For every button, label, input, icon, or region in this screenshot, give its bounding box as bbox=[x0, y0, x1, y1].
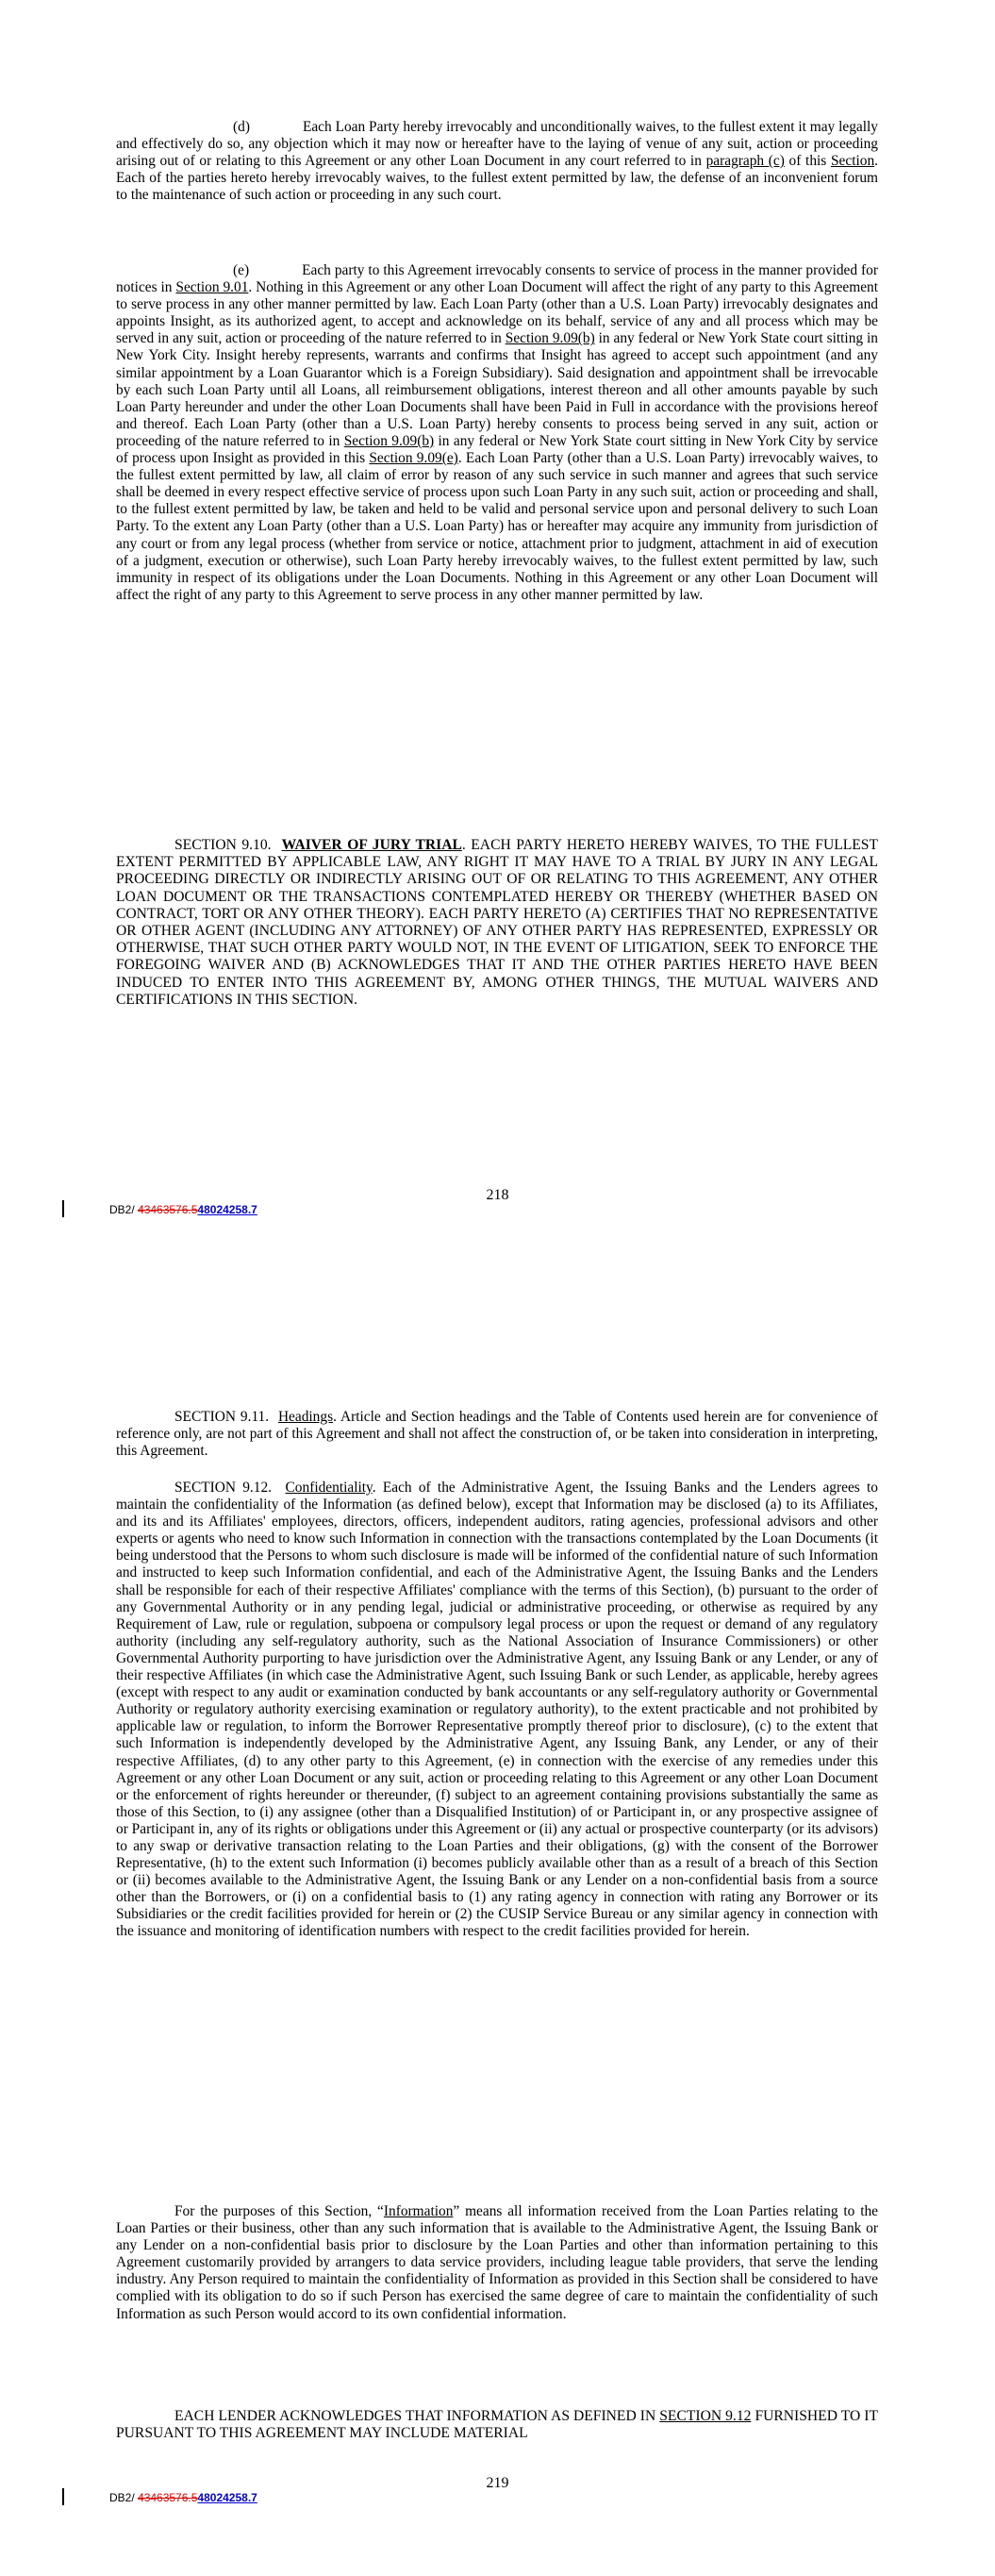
revision-bar bbox=[62, 1200, 64, 1217]
section-number: SECTION 9.11. bbox=[174, 1409, 270, 1425]
deleted-doc-ref: 43463576.5 bbox=[138, 2491, 198, 2504]
cross-reference-link: Section 9.01 bbox=[175, 279, 249, 296]
cross-reference-link: Section bbox=[830, 153, 875, 170]
cross-reference-link: SECTION 9.12 bbox=[659, 2408, 752, 2424]
document-footer: DB2/ 43463576.548024258.7 bbox=[109, 2491, 257, 2504]
paragraph-label: (d) bbox=[233, 119, 250, 135]
document-footer: DB2/ 43463576.548024258.7 bbox=[109, 1203, 257, 1216]
paragraph-label: (e) bbox=[233, 262, 250, 278]
section-heading: Headings bbox=[277, 1409, 334, 1425]
deleted-doc-ref: 43463576.5 bbox=[138, 1203, 198, 1216]
paragraph-information-definition: For the purposes of this Section, “Information” means all information received from the Loan Parties relating to the Loan Parties or their business, other than any such information that is available to the Administrative Agent, the Issuing Bank or any Lender on a non-confidential basis prior to disclosure by the Loan Parties and other than information pertaining to this Agreement customarily provided by arrangers to data service providers, including league table providers, that serve the lending industry. Any Person required to maintain the confidentiality of Information as provided in this Section shall be considered to have complied with its obligation to do so if such Person has exercised the same degree of care to maintain the confidentiality of such Information as such Person would accord to its own confidential information. bbox=[116, 2203, 878, 2322]
revision-bar bbox=[62, 2488, 64, 2505]
cross-reference-link: paragraph (c) bbox=[705, 153, 785, 170]
page-number: 219 bbox=[486, 2475, 509, 2491]
section-9-12-confidentiality: SECTION 9.12. Confidentiality. Each of the Administrative Agent, the Issuing Banks and the Lenders agrees to maintain the confidentiality of the Information (as defined below), except that Information may be disclosed (a) to its Affiliates, and its and its Affiliates' employees, directors, officers, independent auditors, rating agencies, professional advisors and other experts or agents who need to know such Information in connection with the transactions contemplated by the Loan Documents (it being understood that the Persons to whom such disclosure is made will be informed of the confidential nature of such Information and instructed to keep such Information confidential, and each of the Administrative Agent, the Issuing Banks and the Lenders shall be responsible for each of their respective Affiliates' compliance with the terms of this Section), (b) pursuant to the order of any Governmental Authority or in any pending legal, judicial or administrative proceeding, or otherwise as required by any Requirement of Law, rule or regulation, subpoena or compulsory legal process or upon the request or demand of any regulatory authority (including any self-regulatory authority, such as the National Association of Insurance Commissioners) or other Governmental Authority purporting to have jurisdiction over the Administrative Agent, any Issuing Bank or any Lender, or any of their respective Affiliates (in which case the Administrative Agent, such Issuing Bank or such Lender, as applicable, hereby agrees (except with respect to any audit or examination conducted by bank accountants or any self-regulatory authority or Governmental Authority or regulatory authority exercising examination or regulatory authority), to the extent practicable and not prohibited by applicable law or regulation, to inform the Borrower Representative promptly thereof prior to disclosure), (c) to the extent that such Information is independently developed by the Administrative Agent, any Issuing Bank, any Lender, or any of their respective Affiliates, (d) to any other party to this Agreement, (e) in connection with the exercise of any remedies under this Agreement or any other Loan Document or any suit, action or proceeding relating to this Agreement or any other Loan Document or the enforcement of rights hereunder or thereunder, (f) subject to an agreement containing provisions substantially the same as those of this Section, to (i) any assignee (other than a Disqualified Institution) of or Participant in, or any prospective assignee of or Participant in, any of its rights or obligations under this Agreement or (ii) any actual or prospective counterparty (or its advisors) to any swap or derivative transaction relating to the Loan Parties and their obligations, (g) with the consent of the Borrower Representative, (h) to the extent such Information (i) becomes publicly available other than as a result of a breach of this Section or (ii) becomes available to the Administrative Agent, the Issuing Bank or any Lender on a non-confidential basis from a source other than the Borrowers, or (i) on a confidential basis to (1) any rating agency in connection with rating any Borrower or its Subsidiaries or the credit facilities provided for herein or (2) the CUSIP Service Bureau or any similar agency in connection with the issuance and monitoring of identification numbers with respect to the credit facilities provided for herein. bbox=[116, 1480, 878, 1940]
section-9-11-headings: SECTION 9.11. Headings. Article and Section headings and the Table of Contents used herein are for convenience of reference only, are not part of this Agreement and shall not affect the construction of, or be taken into consideration in interpreting, this Agreement. bbox=[116, 1409, 878, 1460]
paragraph-9-09-d: (d) Each Loan Party hereby irrevocably and unconditionally waives, to the fullest extent it may legally and effectively do so, any objection which it may now or hereafter have to the laying of venue of any suit, action or proceeding arising out of or relating to this Agreement or any other Loan Document in any court referred to in paragraph (c) of this Section. Each of the parties hereto hereby irrevocably waives, to the fullest extent permitted by law, the defense of an inconvenient forum to the maintenance of such action or proceeding in any such court. bbox=[116, 119, 878, 204]
section-heading: WAIVER OF JURY TRIAL bbox=[281, 837, 462, 853]
cross-reference-link: Section 9.09(b) bbox=[343, 432, 435, 449]
page-number: 218 bbox=[486, 1187, 509, 1203]
section-heading: Confidentiality bbox=[285, 1480, 373, 1496]
section-number: SECTION 9.10. bbox=[174, 837, 272, 853]
defined-term: Information bbox=[383, 2203, 454, 2219]
inserted-doc-ref: 48024258.7 bbox=[197, 2491, 257, 2504]
paragraph-9-09-e: (e) Each party to this Agreement irrevocably consents to service of process in the manner provided for notices in Section 9.01. Nothing in this Agreement or any other Loan Document will affect the right of any party to this Agreement to serve process in any other manner permitted by law. Each Loan Party (other than a U.S. Loan Party) irrevocably designates and appoints Insight, as its authorized agent, to accept and acknowledge on its behalf, service of any and all process which may be served in any suit, action or proceeding of the nature referred to in Section 9.09(b) in any federal or New York State court sitting in New York City. Insight hereby represents, warrants and confirms that Insight has agreed to accept such appointment (and any similar appointment by a Loan Guarantor which is a Foreign Subsidiary). Said designation and appointment shall be irrevocable by each such Loan Party until all Loans, all reimbursement obligations, interest thereon and all other amounts payable by such Loan Party hereunder and under the other Loan Documents shall have been Paid in Full in accordance with the provisions hereof and thereof. Each Loan Party (other than a U.S. Loan Party) hereby consents to process being served in any suit, action or proceeding of the nature referred to in Section 9.09(b) in any federal or New York State court sitting in New York City by service of process upon Insight as provided in this Section 9.09(e). Each Loan Party (other than a U.S. Loan Party) irrevocably waives, to the fullest extent permitted by law, all claim of error by reason of any such service in such manner and agrees that such service shall be deemed in every respect effective service of process upon such Loan Party in any such suit, action or proceeding and shall, to the fullest extent permitted by law, be taken and held to be valid and personal service upon and personal delivery to such Loan Party. To the extent any Loan Party (other than a U.S. Loan Party) has or hereafter may acquire any immunity from jurisdiction of any court or from any legal process (whether from service or notice, attachment prior to judgment, attachment in aid of execution of a judgment, execution or otherwise), such Loan Party hereby irrevocably waives, to the fullest extent permitted by law, such immunity in respect of its obligations under the Loan Documents. Nothing in this Agreement or any other Loan Document will affect the right of any party to this Agreement to serve process in any other manner permitted by law. bbox=[116, 262, 879, 603]
cross-reference-link: Section 9.09(e) bbox=[369, 450, 458, 467]
page-219 bbox=[0, 1288, 995, 2576]
cross-reference-link: Section 9.09(b) bbox=[505, 330, 595, 347]
paragraph-lender-acknowledgment: EACH LENDER ACKNOWLEDGES THAT INFORMATION AS DEFINED IN SECTION 9.12 FURNISHED TO IT PURSUANT TO THIS AGREEMENT MAY INCLUDE MATERIAL bbox=[116, 2408, 878, 2442]
inserted-doc-ref: 48024258.7 bbox=[197, 1203, 257, 1216]
section-9-10-waiver-of-jury-trial: SECTION 9.10. WAIVER OF JURY TRIAL. EACH PARTY HERETO HEREBY WAIVES, TO THE FULLEST EXTENT PERMITTED BY APPLICABLE LAW, ANY RIGHT IT MAY HAVE TO A TRIAL BY JURY IN ANY LEGAL PROCEEDING DIRECTLY OR INDIRECTLY ARISING OUT OF OR RELATING TO THIS AGREEMENT, ANY OTHER LOAN DOCUMENT OR THE TRANSACTIONS CONTEMPLATED HEREBY OR THEREBY (WHETHER BASED ON CONTRACT, TORT OR ANY OTHER THEORY). EACH PARTY HERETO (A) CERTIFIES THAT NO REPRESENTATIVE OR OTHER AGENT (INCLUDING ANY ATTORNEY) OF ANY OTHER PARTY HAS REPRESENTED, EXPRESSLY OR OTHERWISE, THAT SUCH OTHER PARTY WOULD NOT, IN THE EVENT OF LITIGATION, SEEK TO ENFORCE THE FOREGOING WAIVER AND (B) ACKNOWLEDGES THAT IT AND THE OTHER PARTIES HERETO HAVE BEEN INDUCED TO ENTER INTO THIS AGREEMENT BY, AMONG OTHER THINGS, THE MUTUAL WAIVERS AND CERTIFICATIONS IN THIS SECTION. bbox=[116, 837, 878, 1008]
section-number: SECTION 9.12. bbox=[174, 1480, 273, 1496]
